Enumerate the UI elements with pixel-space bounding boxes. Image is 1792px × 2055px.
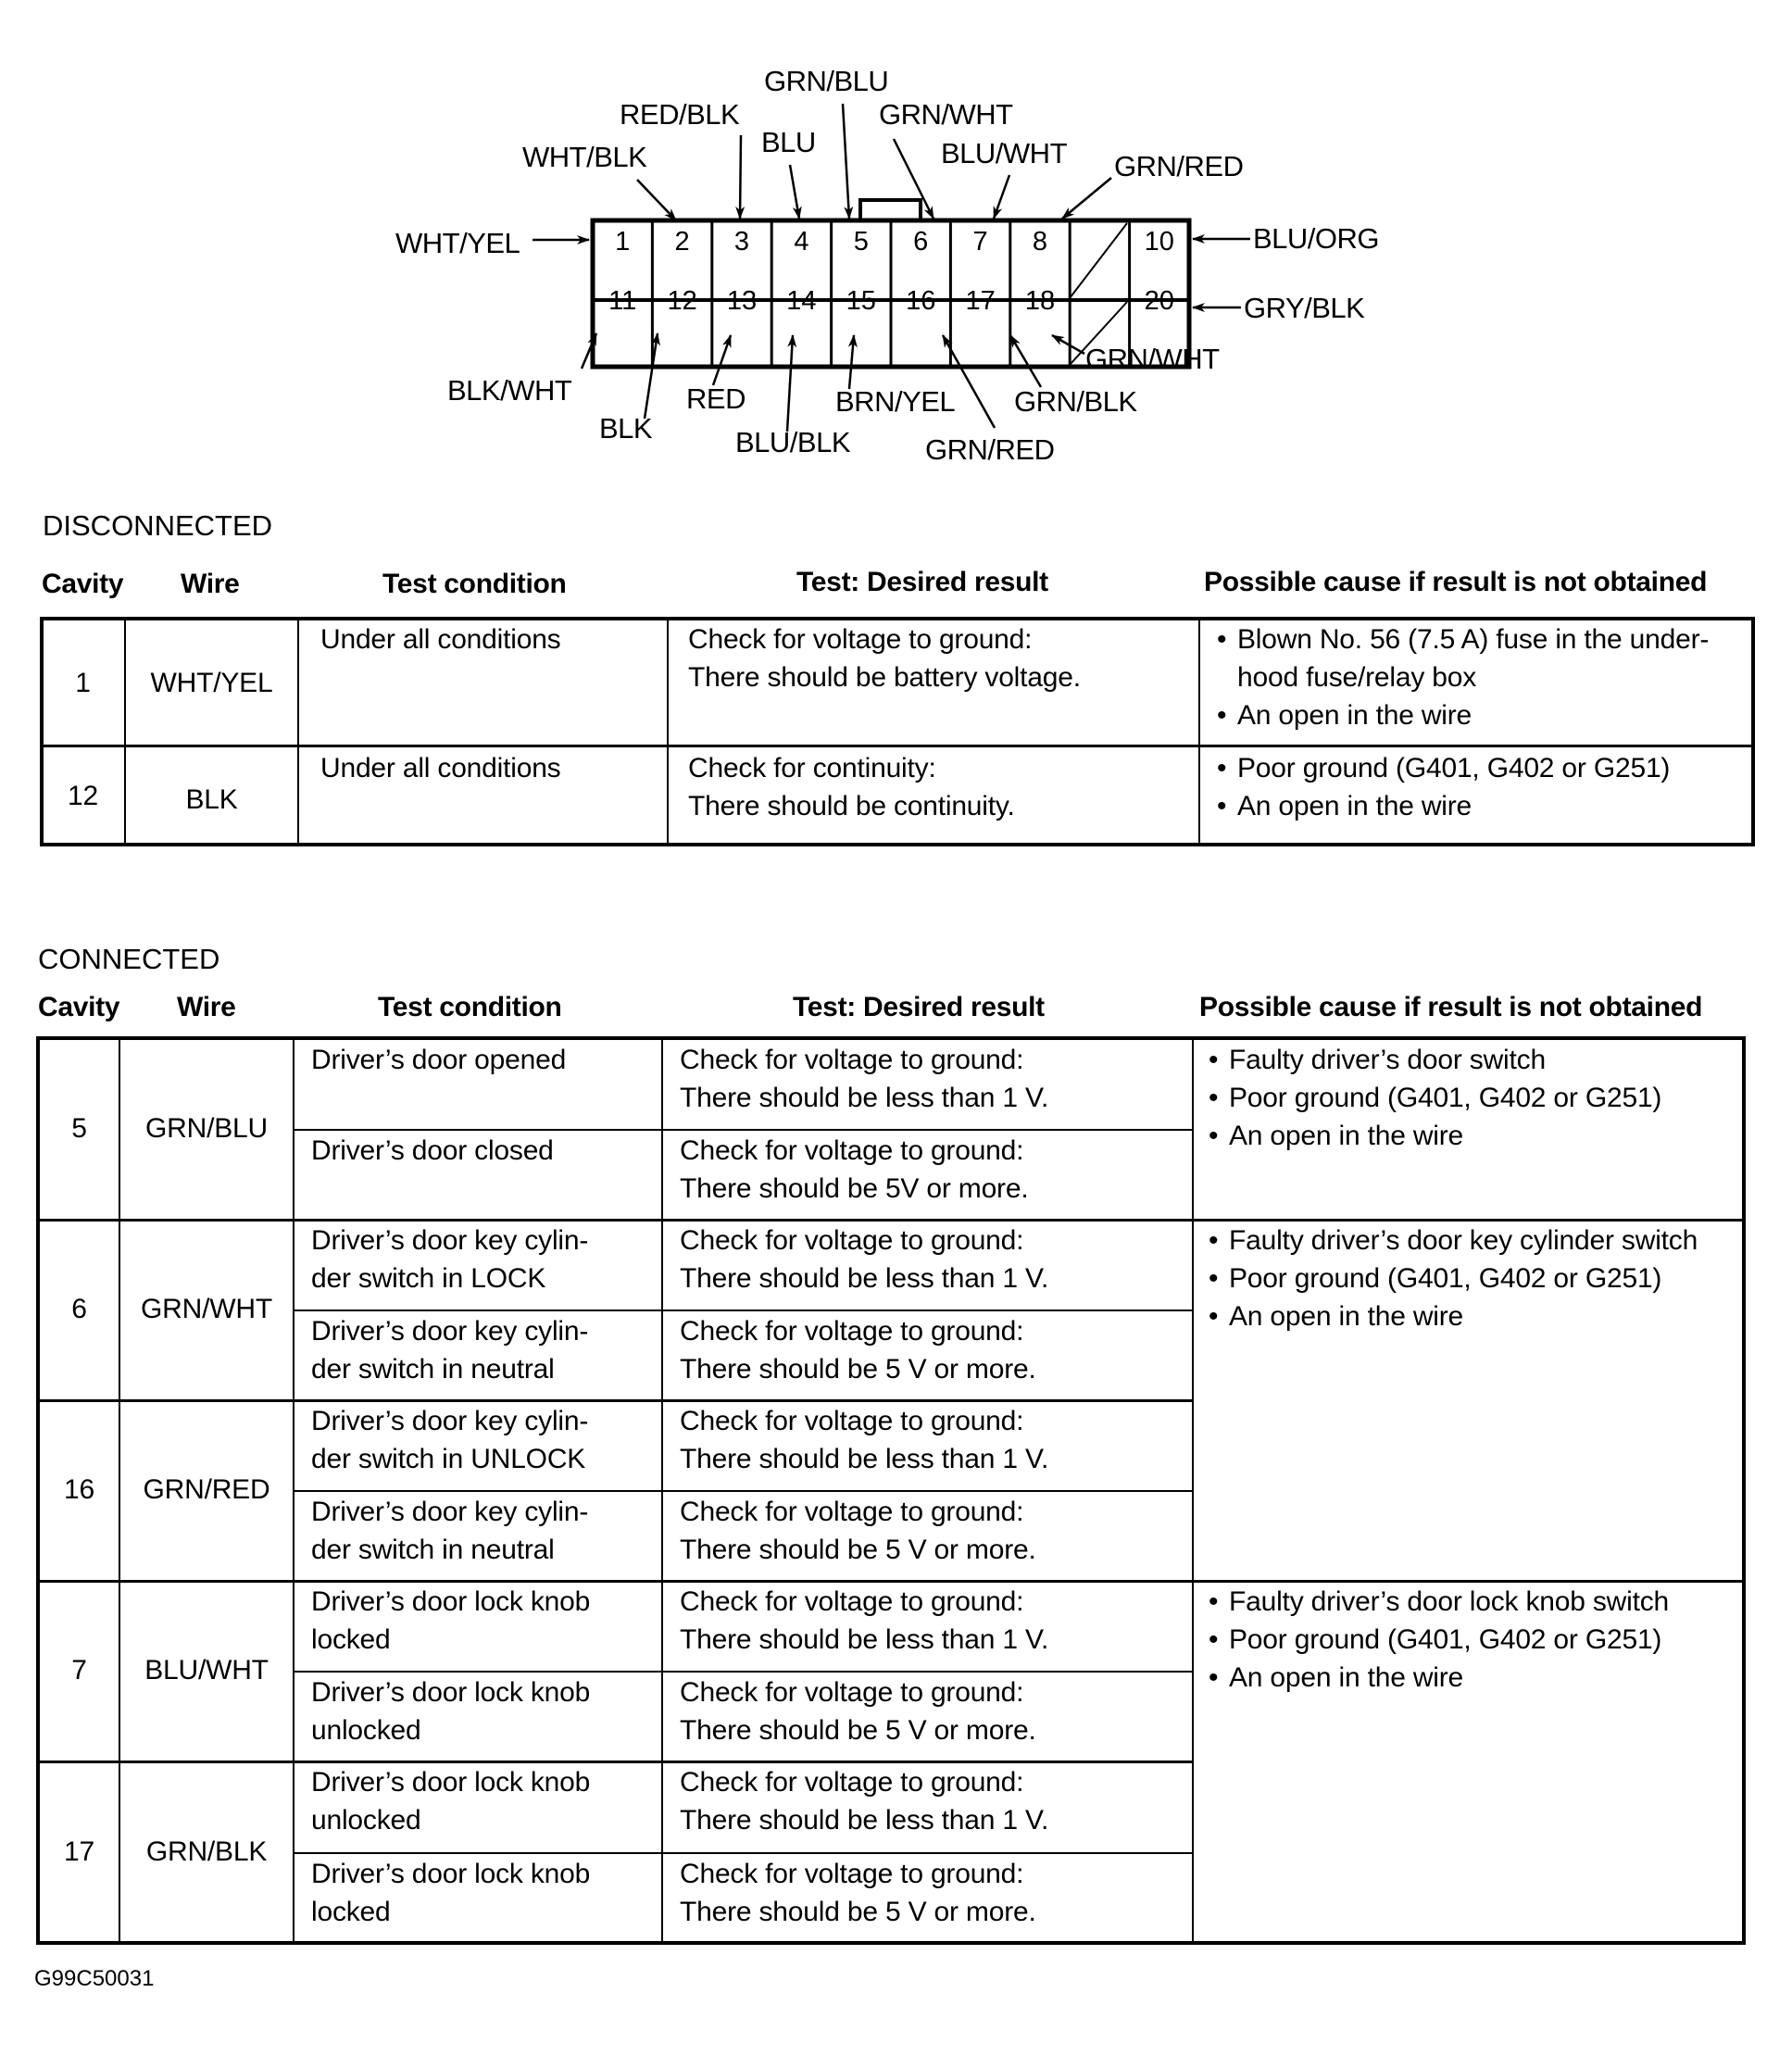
condition-cell (311, 1673, 590, 1749)
wire-label-cav13: RED (686, 382, 746, 415)
result-line: There should be 5V or more. (680, 1173, 1029, 1204)
condition-cell (311, 1583, 590, 1659)
condition-line: Driver’s door closed (311, 1135, 554, 1166)
result-line: Check for voltage to ground: (680, 1225, 1024, 1256)
row-divider (293, 1309, 1192, 1311)
result-cell (680, 1763, 1048, 1839)
cavity-cell: 12 (68, 780, 98, 811)
arrow-cav2-icon (637, 180, 676, 220)
condition-line: Driver’s door key cylin- (311, 1225, 589, 1256)
wire-label-cav3: RED/BLK (620, 98, 740, 131)
wire-label-cav6: GRN/WHT (879, 98, 1013, 131)
column-divider (1192, 1038, 1194, 1943)
wire-cell: WHT/YEL (150, 667, 273, 698)
result-cell (688, 749, 1015, 825)
cause-item: • An open in the wire (1213, 696, 1732, 734)
cause-cell (1205, 1222, 1720, 1335)
result-line: There should be 5 V or more. (680, 1715, 1036, 1746)
header-desired-result: Test: Desired result (793, 992, 1045, 1022)
cavity-number-7: 7 (972, 227, 988, 257)
figure-id: G99C50031 (34, 1966, 155, 1991)
wire-cell: BLK (185, 783, 238, 815)
result-line: Check for voltage to ground: (680, 1767, 1024, 1798)
result-cell (680, 1855, 1036, 1931)
cavity-number-14: 14 (786, 286, 817, 316)
result-line: Check for voltage to ground: (680, 1135, 1024, 1166)
cavity-number-4: 4 (794, 227, 809, 257)
header-desired-result: Test: Desired result (796, 567, 1048, 597)
result-line: There should be 5 V or more. (680, 1354, 1036, 1385)
header-cavity: Cavity (42, 569, 124, 599)
condition-cell (311, 1402, 588, 1478)
wire-cell: GRN/BLU (145, 1113, 268, 1144)
header-wire: Wire (177, 992, 236, 1022)
result-line: There should be 5 V or more. (680, 1535, 1036, 1565)
cavity-cell: 7 (71, 1655, 87, 1685)
wire-label-cav1: WHT/YEL (395, 227, 520, 259)
result-line: Check for voltage to ground: (680, 1406, 1024, 1436)
condition-line: der switch in UNLOCK (311, 1444, 586, 1474)
condition-cell: Under all conditions (320, 753, 561, 783)
result-cell (680, 1493, 1036, 1569)
row-divider (293, 1129, 1192, 1131)
cause-cell (1205, 1041, 1720, 1155)
cavity-number-6: 6 (913, 227, 929, 257)
condition-line: Driver’s door opened (311, 1045, 567, 1075)
cause-cell (1213, 749, 1741, 825)
cavity-number-10: 10 (1144, 227, 1174, 257)
cause-cell (1205, 1583, 1720, 1697)
cause-item: • Poor ground (G401, G402 or G251) (1205, 1621, 1720, 1659)
header-test-condition: Test condition (378, 992, 562, 1022)
condition-line: unlocked (311, 1805, 421, 1836)
wire-label-cav7: BLU/WHT (941, 137, 1067, 169)
cavity-cell: 17 (64, 1836, 94, 1867)
result-cell (680, 1402, 1048, 1478)
cause-list (1205, 1583, 1720, 1697)
cavity-number-17: 17 (965, 286, 996, 316)
header-possible-cause: Possible cause if result is not obtained (1199, 992, 1703, 1022)
wire-label-cav18: GRN/WHT (1085, 343, 1220, 375)
cause-cell (1213, 620, 1732, 734)
condition-line: Driver’s door key cylin- (311, 1497, 589, 1527)
condition-line: Driver’s door lock knob (311, 1859, 591, 1889)
result-line: Check for continuity: (688, 753, 936, 783)
cavity-number-8: 8 (1032, 227, 1048, 257)
result-line: Check for voltage to ground: (680, 1045, 1024, 1075)
arrow-cav7-icon (994, 175, 1009, 219)
wire-label-cav2: WHT/BLK (522, 141, 647, 173)
header-possible-cause: Possible cause if result is not obtained (1204, 567, 1708, 597)
wire-cell: BLU/WHT (144, 1655, 269, 1685)
result-line: There should be less than 1 V. (680, 1624, 1049, 1655)
cavity-cell: 16 (64, 1474, 94, 1505)
result-line: There should be battery voltage. (688, 662, 1081, 693)
condition-line: der switch in neutral (311, 1535, 555, 1565)
cause-item: • Faulty driver’s door lock knob switch (1205, 1583, 1720, 1621)
column-divider (297, 619, 299, 845)
wire-label-cav10: BLU/ORG (1253, 222, 1380, 255)
cause-item: • Poor ground (G401, G402 or G251) (1213, 749, 1741, 787)
result-line: There should be continuity. (688, 791, 1015, 821)
arrow-cav5-icon (843, 104, 849, 219)
condition-cell (311, 1222, 588, 1297)
cause-item: • An open in the wire (1213, 787, 1741, 825)
cause-item: • Poor ground (G401, G402 or G251) (1205, 1259, 1720, 1297)
condition-cell (311, 1493, 588, 1569)
row-divider (42, 745, 1753, 747)
result-cell (680, 1041, 1048, 1117)
cavity-number-20: 20 (1144, 286, 1174, 316)
wire-cell: GRN/BLK (145, 1836, 268, 1867)
cause-item: • An open in the wire (1205, 1297, 1720, 1335)
wire-label-cav4: BLU (761, 126, 816, 158)
cavity-number-12: 12 (667, 286, 697, 316)
wire-label-cav5: GRN/BLU (764, 65, 889, 97)
cavity-number-11: 11 (608, 286, 637, 316)
condition-line: Driver’s door key cylin- (311, 1316, 589, 1347)
cause-item: • An open in the wire (1205, 1659, 1720, 1697)
result-line: Check for voltage to ground: (680, 1586, 1024, 1617)
condition-cell (311, 1763, 590, 1839)
arrow-cav4-icon (790, 165, 799, 219)
cavity-number-1: 1 (615, 227, 631, 257)
result-cell (680, 1312, 1036, 1388)
wire-label-cav12: BLK (599, 412, 653, 445)
connected-title: CONNECTED (38, 943, 220, 975)
cause-item: • Blown No. 56 (7.5 A) fuse in the under-hood fuse/relay box (1213, 620, 1732, 696)
condition-cell (311, 1041, 566, 1079)
condition-line: Driver’s door lock knob (311, 1767, 591, 1798)
cavity-number-18: 18 (1024, 286, 1056, 316)
wire-label-cav8: GRN/RED (1114, 150, 1244, 182)
header-wire: Wire (181, 569, 240, 599)
cavity-cell: 1 (75, 667, 91, 698)
cause-item: • An open in the wire (1205, 1117, 1720, 1155)
wire-label-cav17: GRN/BLK (1014, 385, 1137, 418)
cavity-number-15: 15 (846, 286, 876, 316)
result-line: There should be 5 V or more. (680, 1897, 1036, 1927)
result-cell (688, 620, 1081, 696)
wire-label-cav16: GRN/RED (925, 433, 1055, 466)
condition-line: der switch in neutral (311, 1354, 555, 1385)
row-divider (293, 1490, 1192, 1492)
condition-cell: Under all conditions (320, 624, 561, 655)
result-cell (680, 1132, 1028, 1208)
cause-list (1205, 1222, 1720, 1335)
condition-line: locked (311, 1897, 391, 1927)
result-line: Check for voltage to ground: (680, 1497, 1024, 1527)
arrow-cav3-icon (740, 135, 741, 219)
result-line: Check for voltage to ground: (680, 1316, 1024, 1347)
column-divider (1198, 619, 1200, 845)
condition-cell (311, 1132, 554, 1170)
cause-item: • Faulty driver’s door switch (1205, 1041, 1720, 1079)
disconnected-title: DISCONNECTED (43, 509, 273, 542)
cavity-number-5: 5 (853, 227, 869, 257)
header-cavity: Cavity (38, 992, 120, 1022)
condition-line: der switch in LOCK (311, 1263, 546, 1294)
condition-cell (311, 1312, 588, 1388)
condition-line: unlocked (311, 1715, 421, 1746)
row-divider (293, 1852, 1192, 1854)
result-line: There should be less than 1 V. (680, 1263, 1049, 1294)
result-cell (680, 1583, 1048, 1659)
wire-label-cav11: BLK/WHT (447, 374, 572, 407)
cavity-cell: 5 (71, 1113, 87, 1144)
condition-line: Driver’s door key cylin- (311, 1406, 589, 1436)
result-line: Check for voltage to ground: (680, 1859, 1024, 1889)
wire-cell: GRN/WHT (141, 1294, 272, 1324)
wire-label-cav14: BLU/BLK (735, 426, 851, 458)
row-divider (293, 1671, 1192, 1673)
result-cell (680, 1222, 1048, 1297)
result-line: There should be less than 1 V. (680, 1083, 1049, 1113)
header-test-condition: Test condition (382, 569, 567, 599)
wire-label-cav20: GRY/BLK (1244, 292, 1365, 324)
cavity-cell: 6 (71, 1294, 87, 1324)
cause-list (1205, 1041, 1720, 1155)
wire-cell: GRN/RED (143, 1474, 270, 1505)
result-cell (680, 1673, 1036, 1749)
cavity-number-2: 2 (674, 227, 690, 257)
result-line: Check for voltage to ground: (688, 624, 1033, 655)
cause-item: • Poor ground (G401, G402 or G251) (1205, 1079, 1720, 1117)
condition-line: Driver’s door lock knob (311, 1586, 591, 1617)
wire-label-cav15: BRN/YEL (835, 385, 956, 418)
result-line: There should be less than 1 V. (680, 1444, 1049, 1474)
condition-line: Driver’s door lock knob (311, 1677, 591, 1708)
result-line: There should be less than 1 V. (680, 1805, 1049, 1836)
condition-line: locked (311, 1624, 391, 1655)
arrow-cav8-icon (1062, 178, 1111, 219)
cavity-number-3: 3 (733, 227, 750, 257)
cavity-number-16: 16 (906, 286, 936, 316)
connector-diagram (0, 0, 1792, 482)
cause-item: • Faulty driver’s door key cylinder switch (1205, 1222, 1720, 1259)
condition-cell (311, 1855, 590, 1931)
result-line: Check for voltage to ground: (680, 1677, 1024, 1708)
cavity-number-13: 13 (726, 286, 758, 316)
column-divider (667, 619, 669, 845)
